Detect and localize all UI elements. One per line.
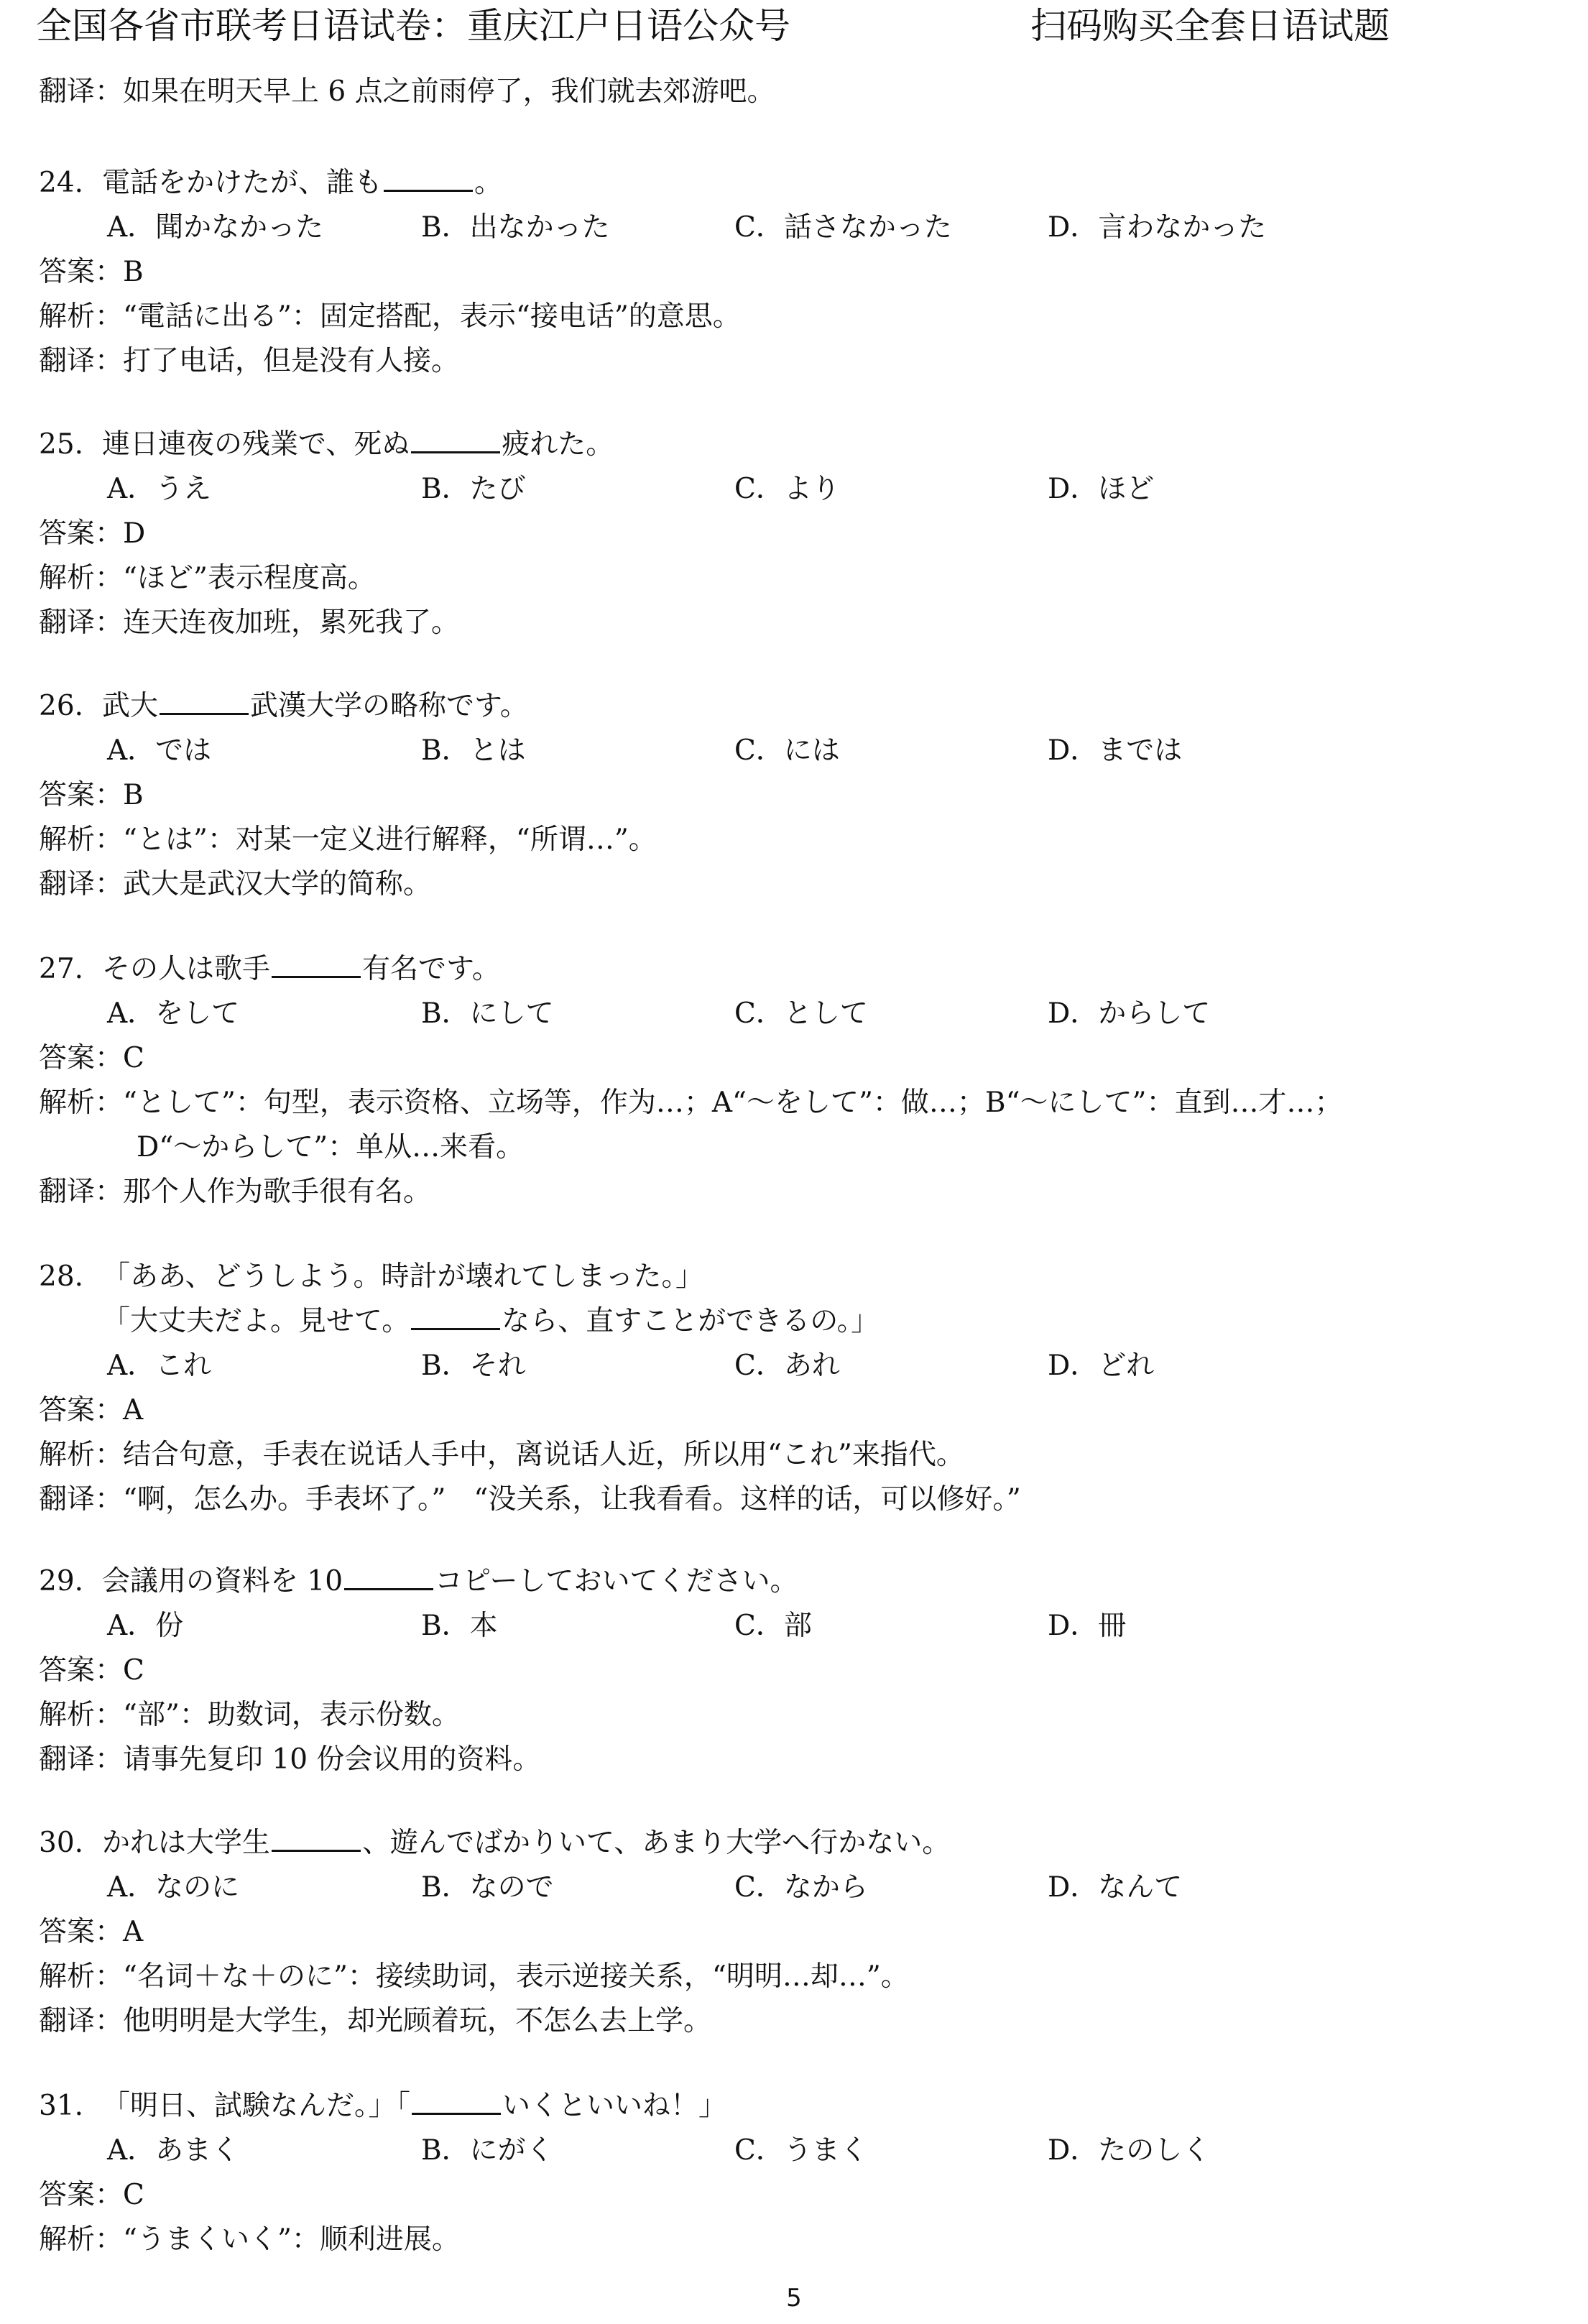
option-a: A．份 (107, 1610, 184, 1642)
option-c: C．として (734, 997, 868, 1030)
header-left-title: 全国各省市联考日语试卷：重庆江户日语公众号 (36, 5, 790, 47)
answer-blank (160, 684, 249, 715)
answer-line: 答案：B (39, 779, 144, 811)
answer-line: 答案：A (39, 1916, 144, 1948)
option-b: B．にがく (421, 2134, 554, 2167)
option-b: B．たび (421, 473, 526, 505)
question-number: 26. (39, 690, 84, 722)
option-c: C．あれ (734, 1350, 840, 1382)
translation-line: 翻译：连天连夜加班，累死我了。 (39, 607, 460, 639)
question-number: 27. (39, 953, 84, 985)
answer-blank (272, 947, 361, 978)
translation-line: 翻译：那个人作为歌手很有名。 (39, 1176, 432, 1208)
answer-line: 答案：C (39, 1042, 144, 1074)
question-number: 24. (39, 167, 84, 199)
analysis-line: 解析：“部”：助数词，表示份数。 (39, 1699, 460, 1731)
option-d: D．までは (1048, 734, 1183, 767)
question-stem: 30. かれは大学生 、遊んでばかりいて、あまり大学へ行かない。 (39, 1821, 1555, 1866)
question-stem: 27. その人は歌手 有名です。 (39, 947, 1555, 992)
question-25 (39, 423, 1555, 645)
option-c: C．部 (734, 1610, 812, 1642)
option-d: D．言わなかった (1048, 211, 1267, 244)
option-d: D．たのしく (1048, 2134, 1211, 2167)
analysis-line: 解析：“として”：句型，表示资格、立场等，作为…；A“～をして”：做…；B“～にして”：直到…才…； (39, 1087, 1343, 1119)
analysis-line: 解析：“電話に出る”：固定搭配，表示“接电话”的意思。 (39, 300, 741, 333)
answer-line: 答案：D (39, 517, 146, 550)
question-number: 31. (39, 2090, 84, 2122)
option-d: D．どれ (1048, 1350, 1155, 1382)
option-b: B．出なかった (421, 211, 610, 244)
question-27 (39, 947, 1555, 1214)
analysis-line: 解析：“ほど”表示程度高。 (39, 562, 376, 594)
option-a: A．では (107, 734, 212, 767)
option-b: B．本 (421, 1610, 498, 1642)
answer-line: 答案：A (39, 1394, 144, 1426)
option-b: B．なので (421, 1871, 554, 1904)
answer-line: 答案：B (39, 256, 144, 288)
question-number: 29. (39, 1565, 84, 1597)
options-row (39, 1604, 1555, 1649)
question-26 (39, 684, 1555, 907)
question-stem: 28. 「ああ、どうしよう。時計が壊れてしまった。」 (39, 1255, 1555, 1299)
question-stem: 24. 電話をかけたが、誰も 。 (39, 161, 1555, 206)
options-row (39, 467, 1555, 512)
translation-line: 翻译：请事先复印 10 份会议用的资料。 (39, 1743, 541, 1776)
option-c: C．には (734, 734, 840, 767)
answer-blank (384, 161, 473, 192)
option-c: C．話さなかった (734, 211, 952, 244)
answer-blank (412, 2084, 501, 2115)
question-31 (39, 2084, 1555, 2262)
option-b: B．それ (421, 1350, 526, 1382)
page-header (0, 0, 1588, 52)
answer-line: 答案：C (39, 2179, 144, 2211)
option-a: A．なのに (107, 1871, 240, 1904)
question-30 (39, 1821, 1555, 2044)
question-number: 30. (39, 1827, 84, 1859)
question-stem: 31. 「明日、試験なんだ。」「 いくといいね！」 (39, 2084, 1555, 2129)
option-c: C．より (734, 473, 840, 505)
analysis-line: 解析：“とは”：对某一定义进行解释，“所谓…”。 (39, 824, 657, 856)
question-29 (39, 1559, 1555, 1782)
option-d: D．冊 (1048, 1610, 1127, 1642)
option-a: A．これ (107, 1350, 212, 1382)
answer-blank (411, 423, 500, 453)
analysis-line: 解析：“うまくいく”：顺利进展。 (39, 2223, 460, 2256)
question-stem: 26. 武大 武漢大学の略称です。 (39, 684, 1555, 729)
option-d: D．からして (1048, 997, 1211, 1030)
question-number: 28. (39, 1260, 84, 1293)
answer-line: 答案：C (39, 1654, 144, 1687)
options-row (39, 206, 1555, 250)
option-b: B．とは (421, 734, 526, 767)
question-number: 25. (39, 428, 84, 461)
options-row (39, 992, 1555, 1036)
translation-line: 翻译：他明明是大学生，却光顾着玩，不怎么去上学。 (39, 2005, 712, 2037)
question-28 (39, 1255, 1555, 1522)
translation-line: 翻译：武大是武汉大学的简称。 (39, 868, 432, 900)
options-row (39, 1344, 1555, 1388)
answer-blank (411, 1299, 500, 1330)
translation-line: 翻译：“啊，怎么办。手表坏了。” “没关系，让我看看。这样的话，可以修好。” (39, 1483, 1021, 1516)
analysis-line: 解析：“名词＋な＋のに”：接续助词，表示逆接关系，“明明…却…”。 (39, 1960, 909, 1993)
header-right-title: 扫码购买全套日语试题 (1030, 5, 1390, 47)
page-number: 5 (786, 2284, 802, 2313)
question-24 (39, 161, 1555, 384)
options-row (39, 1866, 1555, 1910)
question-stem: 25. 連日連夜の残業で、死ぬ 疲れた。 (39, 423, 1555, 467)
option-d: D．ほど (1048, 473, 1155, 505)
answer-blank (272, 1821, 361, 1852)
analysis-line: 解析：结合句意，手表在说话人手中，离说话人近，所以用“これ”来指代。 (39, 1439, 964, 1471)
option-a: A．あまく (107, 2134, 240, 2167)
question-stem: 29. 会議用の資料を 10 コピーしておいてください。 (39, 1559, 1555, 1604)
previous-translation: 翻译：如果在明天早上 6 点之前雨停了，我们就去郊游吧。 (39, 75, 775, 108)
analysis-line-continued: D“～からして”：单从…来看。 (137, 1131, 525, 1163)
answer-blank (344, 1559, 433, 1590)
option-a: A．をして (107, 997, 240, 1030)
option-d: D．なんて (1048, 1871, 1183, 1904)
option-a: A．うえ (107, 473, 212, 505)
options-row (39, 2129, 1555, 2173)
option-c: C．うまく (734, 2134, 868, 2167)
option-c: C．なから (734, 1871, 868, 1904)
option-a: A．聞かなかった (107, 211, 324, 244)
question-stem-line-2: 「大丈夫だよ。見せて。 なら、直すことができるの。」 (39, 1299, 1555, 1344)
option-b: B．にして (421, 997, 554, 1030)
options-row (39, 729, 1555, 773)
translation-line: 翻译：打了电话，但是没有人接。 (39, 345, 460, 377)
